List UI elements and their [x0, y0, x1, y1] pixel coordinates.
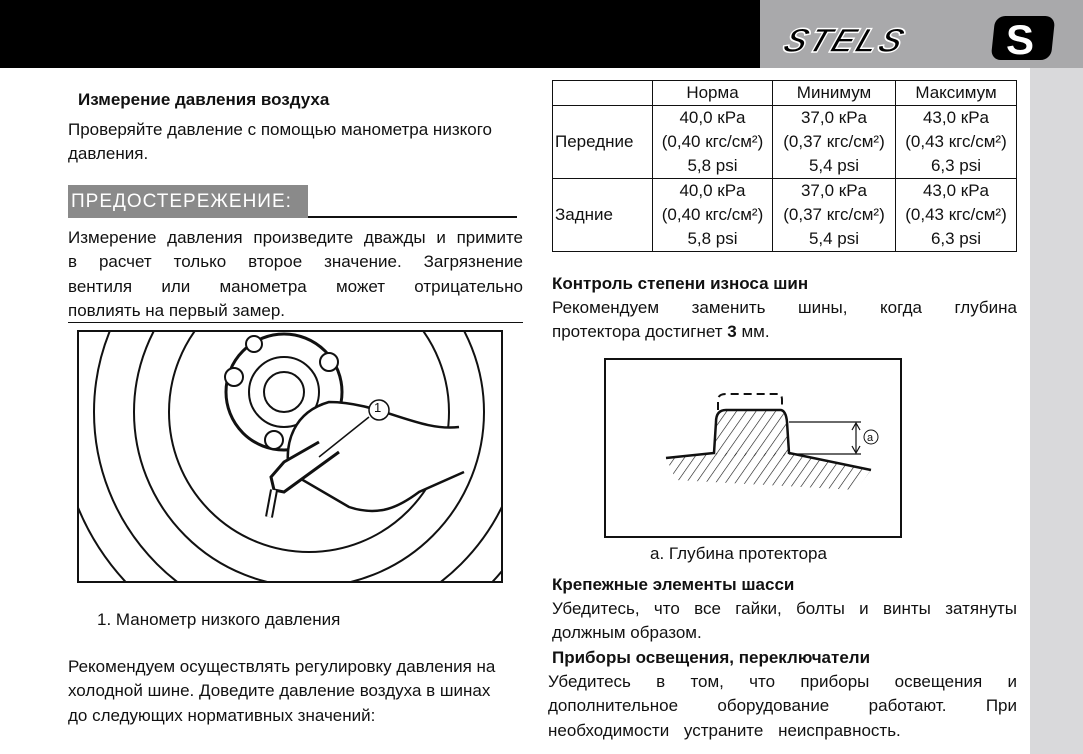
text-line: Убедитесь, что все гайки, болты и винты затянуты: [552, 599, 1017, 618]
wear-heading: Контроль степени износа шин: [552, 274, 809, 293]
divider: [68, 322, 523, 323]
header-cell: [553, 81, 653, 106]
text-line: Измерение давления произведите дважды и примите: [68, 228, 523, 247]
figure-caption: 1. Манометр низкого давления: [97, 610, 341, 629]
text-line: необходимости устраните неисправность.: [548, 720, 901, 740]
text-line: дополнительное оборудование работают. При: [548, 696, 1017, 716]
chassis-text: [552, 597, 1017, 646]
stels-logo: [760, 0, 1083, 68]
logo-text: STELS: [778, 21, 912, 60]
wear-value: 3: [727, 322, 737, 342]
table-cell: 43,0 кPa (0,43 кгс/см²) 6,3 psi: [896, 106, 1017, 179]
header-cell: Максимум: [896, 81, 1017, 106]
table-cell: 40,0 кPa (0,40 кгс/см²) 5,8 psi: [653, 179, 773, 252]
text-line: холодной шине. Доведите давление воздуха в шинах: [68, 681, 491, 701]
text-line: протектора достигнет 3 мм.: [552, 322, 770, 342]
callout-number: 1: [374, 400, 382, 415]
row-label: Передние: [553, 106, 653, 179]
wear-text: [552, 296, 1017, 345]
text-line: Убедитесь в том, что приборы освещения и: [548, 672, 1017, 691]
text-line: Рекомендуем осуществлять регулировку давления на: [68, 657, 496, 676]
warning-label: ПРЕДОСТЕРЕЖЕНИЕ:: [68, 185, 308, 218]
pressure-heading: Измерение давления воздуха: [78, 90, 330, 109]
text-line: повлиять на первый замер.: [68, 300, 286, 320]
pressure-table: [552, 80, 1017, 252]
text-line: Рекомендуем заменить шины, когда глубина: [552, 298, 1017, 317]
table-cell: 37,0 кPa (0,37 кгс/см²) 5,4 psi: [773, 106, 896, 179]
chassis-heading: Крепежные элементы шасси: [552, 575, 795, 594]
table-cell: 43,0 кPa (0,43 кгс/см²) 6,3 psi: [896, 179, 1017, 252]
text-line: вентиля или манометра может отрицательно: [68, 276, 523, 296]
text-line: в расчет только второе значение. Загрязнение: [68, 252, 523, 272]
lights-heading: Приборы освещения, переключатели: [552, 648, 871, 667]
header-cell: Норма: [653, 81, 773, 106]
table-cell: 37,0 кPa (0,37 кгс/см²) 5,4 psi: [773, 179, 896, 252]
gauge-illustration: [77, 330, 503, 583]
text-line: до следующих нормативных значений:: [68, 705, 376, 725]
intro-text: [68, 118, 523, 167]
diagram-caption: а. Глубина протектора: [650, 544, 827, 563]
adjust-text: [68, 655, 528, 728]
text-line: давления.: [68, 144, 149, 164]
logo-badge: S: [1006, 16, 1035, 63]
table-row: [553, 106, 1017, 179]
header-cell: Минимум: [773, 81, 896, 106]
diagram-marker: a: [867, 432, 874, 444]
table-row: [553, 179, 1017, 252]
logo-area: [760, 0, 1083, 68]
table-header-row: [553, 81, 1017, 106]
row-label: Задние: [553, 179, 653, 252]
tread-diagram: [604, 358, 902, 538]
lights-text: [548, 670, 1017, 743]
header-bar: [0, 0, 760, 68]
side-strip: [1030, 68, 1083, 754]
text-line: Проверяйте давление с помощью манометра низкого: [68, 120, 492, 139]
text-line: должным образом.: [552, 623, 702, 643]
table-cell: 40,0 кPa (0,40 кгс/см²) 5,8 psi: [653, 106, 773, 179]
divider: [308, 216, 517, 218]
warning-text: [68, 226, 523, 323]
